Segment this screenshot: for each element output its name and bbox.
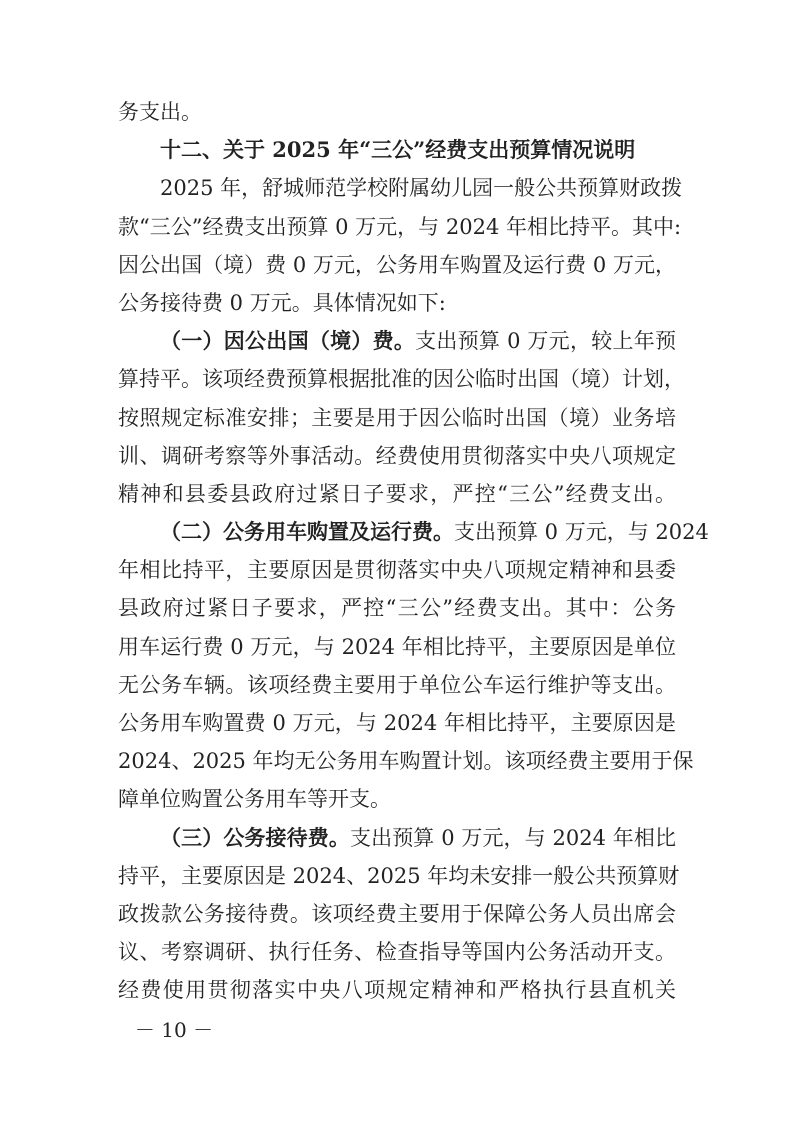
text-line-11: 精神和县委县政府过紧日子要求，严控“三公”经费支出。 bbox=[118, 481, 676, 506]
text-line-16: 无公务车辆。该项经费主要用于单位公车运行维护等支出。 bbox=[118, 672, 676, 697]
text-line-21: 持平，主要原因是 2024、2025 年均未安排一般公共预算财 bbox=[118, 863, 680, 888]
page-number bbox=[0, 1014, 793, 1043]
text-line-22: 政拨款公务接待费。该项经费主要用于保障公务人员出席会 bbox=[118, 901, 676, 926]
subsection-title-3: （三）公务接待费。 bbox=[160, 824, 350, 850]
text-line-14: 县政府过紧日子要求，严控“三公”经费支出。其中：公务 bbox=[118, 596, 676, 621]
text-line-17: 公务用车购置费 0 万元，与 2024 年相比持平，主要原因是 bbox=[118, 711, 676, 735]
subsection-title-1: （一）因公出国（境）费。 bbox=[160, 328, 416, 354]
text-line-24: 经费使用贯彻落实中央八项规定精神和严格执行县直机关 bbox=[118, 978, 676, 1003]
text-line-20 bbox=[118, 819, 676, 857]
body-text bbox=[118, 93, 709, 1010]
subsection-title-2: （二）公务用车购置及运行费。 bbox=[160, 519, 454, 545]
text-line-18: 2024、2025 年均无公务用车购置计划。该项经费主要用于保 bbox=[118, 749, 694, 774]
text-line-15: 用车运行费 0 万元，与 2024 年相比持平，主要原因是单位 bbox=[118, 634, 676, 659]
text-line-23: 议、考察调研、执行任务、检查指导等国内公务活动开支。 bbox=[118, 940, 676, 965]
page-number-text: － 10 － bbox=[134, 1018, 214, 1042]
text-line-4: 款“三公”经费支出预算 0 万元，与 2024 年相比持平。其中: bbox=[118, 214, 682, 239]
text-segment: 支出预算 0 万元，与 2024 bbox=[454, 520, 709, 545]
text-segment: 支出预算 0 万元，较上年预 bbox=[415, 329, 676, 354]
text-segment: 支出预算 0 万元，与 2024 年相比 bbox=[349, 825, 677, 850]
text-line-3: 2025 年，舒城师范学校附属幼儿园一般公共预算财政拨 bbox=[160, 176, 683, 201]
section-heading: 十二、关于 2025 年“三公”经费支出预算情况说明 bbox=[160, 137, 636, 163]
text-line-5: 因公出国（境）费 0 万元，公务用车购置及运行费 0 万元， bbox=[118, 252, 676, 277]
text-line-8: 算持平。该项经费预算根据批准的因公临时出国（境）计划， bbox=[118, 367, 685, 392]
text-line-1: 务支出。 bbox=[118, 100, 202, 124]
text-line-9: 按照规定标准安排；主要是用于因公临时出国（境）业务培 bbox=[118, 405, 676, 430]
text-line-6: 公务接待费 0 万元。具体情况如下: bbox=[118, 290, 446, 315]
text-line-7 bbox=[118, 322, 676, 360]
text-line-13: 年相比持平，主要原因是贯彻落实中央八项规定精神和县委 bbox=[118, 558, 676, 583]
text-line-19: 障单位购置公务用车等开支。 bbox=[118, 787, 391, 812]
text-line-10: 训、调研考察等外事活动。经费使用贯彻落实中央八项规定 bbox=[118, 443, 676, 468]
text-line-12 bbox=[118, 513, 709, 551]
